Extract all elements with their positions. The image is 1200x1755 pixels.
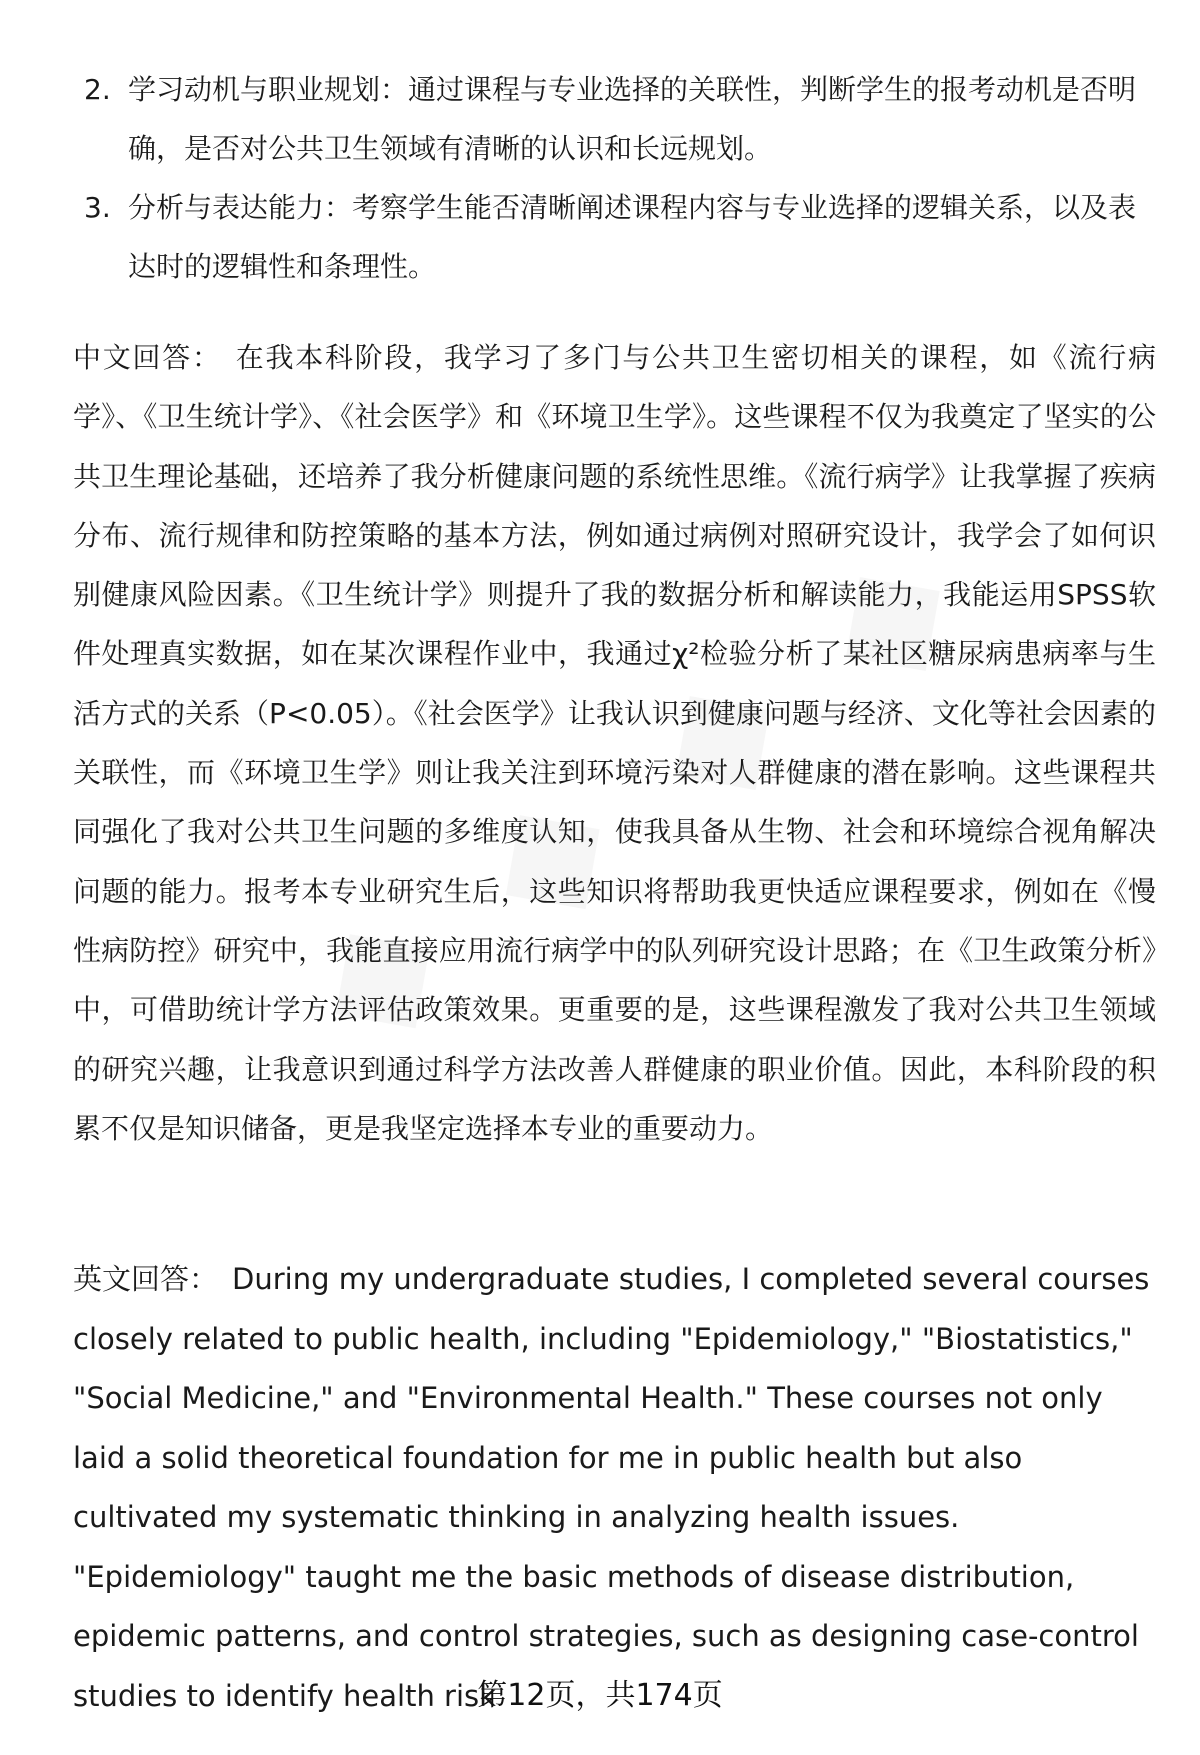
list-item-number: 3. [84,191,111,224]
chinese-answer [73,328,1156,1158]
list-item-number: 2. [84,73,111,106]
list-item [84,60,1156,178]
list-item-text: 分析与表达能力：考察学生能否清晰阐述课程内容与专业选择的逻辑关系，以及表达时的逻辑性和条理性。 [128,191,1137,283]
chinese-answer-text: 在我本科阶段，我学习了多门与公共卫生密切相关的课程，如《流行病学》、《卫生统计学》、《社会医学》和《环境卫生学》。这些课程不仅为我奠定了坚实的公共卫生理论基础，还培养了我分析健康问题的系统性思维。《流行病学》让我掌握了疾病分布、流行规律和防控策略的基本方法，例如通过病例对照研究设计，我学会了如何识别健康风险因素。《卫生统计学》则提升了我的数据分析和解读能力，我能运用SPSS软件处理真实数据，如在某次课程作业中，我通过χ²检验分析了某社区糖尿病患病率与生活方式的关系（P<0.05）。《社会医学》让我认识到健康问题与经济、文化等社会因素的关联性，而《环境卫生学》则让我关注到环境污染对人群健康的潜在影响。这些课程共同强化了我对公共卫生问题的多维度认知，使我具备从生物、社会和环境综合视角解决问题的能力。报考本专业研究生后，这些知识将帮助我更快适应课程要求，例如在《慢性病防控》研究中，我能直接应用流行病学中的队列研究设计思路；在《卫生政策分析》中，可借助统计学方法评估政策效果。更重要的是，这些课程激发了我对公共卫生领域的研究兴趣，让我意识到通过科学方法改善人群健康的职业价值。因此，本科阶段的积累不仅是知识储备，更是我坚定选择本专业的重要动力。 [73,341,1156,1145]
list-item-text: 学习动机与职业规划：通过课程与专业选择的关联性，判断学生的报考动机是否明确，是否对公共卫生领域有清晰的认识和长远规划。 [128,73,1137,165]
chinese-answer-label: 中文回答： [73,341,222,374]
english-answer [73,1250,1156,1726]
criteria-list [84,60,1156,296]
list-item [84,178,1156,296]
english-answer-text: During my undergraduate studies, I completed several courses closely related to public health, including "Epidemiology," "Biostatistics," "Social Medicine," and "Environmental Health." These courses not only laid a solid theoretical foundation for me in public health but also cultivated my systematic thinking in analyzing health issues. "Epidemiology" taught me the basic methods of disease distribution, epidemic patterns, and control strategies, such as designing case-control studies to identify health risk [73,1262,1150,1713]
english-answer-label: 英文回答： [73,1262,219,1296]
page-footer [0,1676,1200,1716]
page-indicator: 第12页，共174页 [477,1678,723,1713]
